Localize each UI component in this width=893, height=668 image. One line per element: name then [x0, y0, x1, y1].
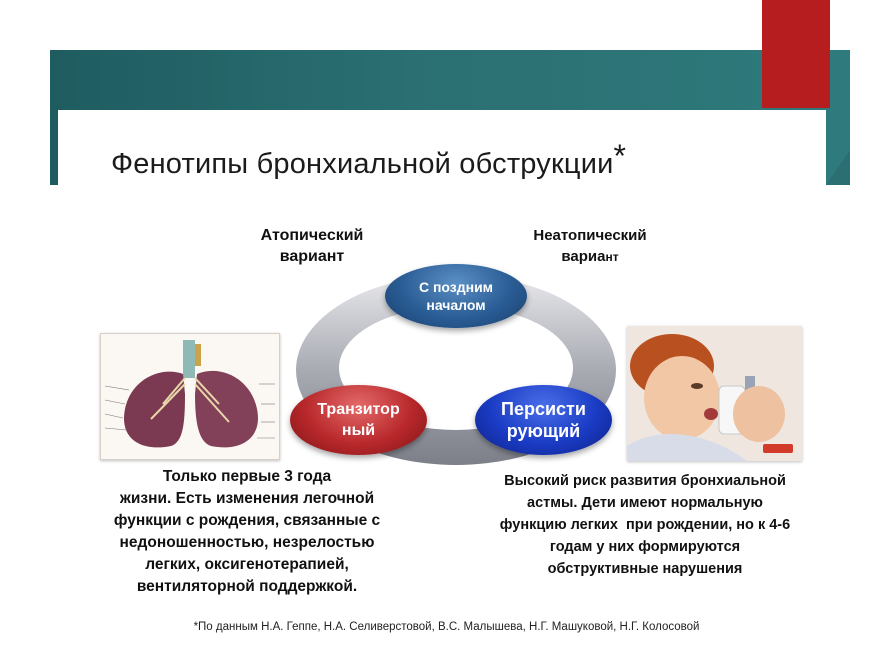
persistent-line1: Персисти [501, 399, 586, 419]
transient-desc-line3: функции с рождения, связанные с [113, 512, 381, 529]
persistent-description [470, 470, 820, 580]
persistent-desc-line2: астмы. Дети имеют нормальную [527, 495, 763, 511]
persistent-line2: рующий [506, 421, 581, 441]
persistent-phenotype [475, 385, 612, 455]
slide-title-text: Фенотипы бронхиальной обструкции [111, 148, 614, 180]
nonatopic-label-part1: вариа [561, 248, 606, 265]
nonatopic-label-part2: нт [605, 250, 619, 264]
transient-description [82, 466, 412, 598]
nonatopic-label-line1: Неатопический [533, 227, 647, 244]
source-footnote: *По данным Н.А. Геппе, Н.А. Селиверстовой, В.С. Малышева, Н.Г. Машуковой, Н.Г. Колосовой [193, 621, 700, 633]
transient-line1: Транзитор [317, 401, 400, 418]
transient-desc-line5: легких, оксигенотерапией, [145, 556, 349, 573]
persistent-desc-line5: обструктивные нарушения [547, 561, 743, 577]
transient-desc-line6: вентиляторной поддержкой. [136, 578, 358, 595]
lungs-illustration [100, 333, 280, 460]
late-onset-line1: С поздним [418, 279, 494, 295]
boy-inhaler-photo [627, 326, 802, 461]
transient-desc-line1: Только первые 3 года [162, 468, 332, 485]
title-footnote-mark: * [613, 138, 627, 174]
late-onset-phenotype [385, 264, 527, 328]
atopic-label-line2: вариант [279, 248, 345, 265]
late-onset-line2: началом [426, 297, 486, 313]
persistent-desc-line4: годам у них формируются [549, 539, 741, 555]
transient-desc-line4: недоношенностью, незрелостью [119, 534, 375, 551]
persistent-desc-line3: функцию легких при рождении, но к 4-6 [499, 517, 791, 533]
atopic-label-line1: Атопический [260, 227, 364, 244]
transient-line2: ный [341, 422, 376, 439]
transient-desc-line2: жизни. Есть изменения легочной [119, 490, 375, 507]
persistent-desc-line1: Высокий риск развития бронхиальной [504, 473, 786, 489]
transient-phenotype [290, 385, 427, 455]
